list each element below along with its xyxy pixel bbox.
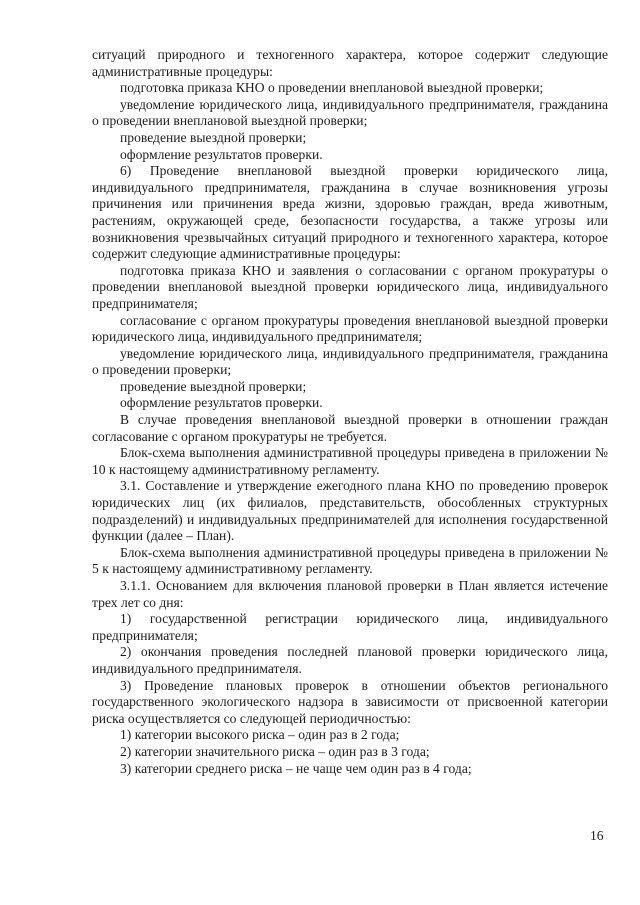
paragraph: Блок-схема выполнения административной процедуры приведена в приложении № 5 к настоящему административному регламенту. [92, 544, 608, 577]
paragraph: 3) категории среднего риска – не чаще чем один раз в 4 года; [120, 760, 472, 776]
paragraph: 2) окончания проведения последней плановой проверки юридического лица, индивидуального предпринимателя. [92, 644, 608, 676]
paragraph: 3.1. Составление и утверждение ежегодного плана КНО по проведению проверок юридических лиц (их филиалов, представительств, обособленных структурных подразделений) и индивидуальных предпринимателей для исполнения государственной функции (далее – План). [92, 478, 608, 544]
paragraph: Блок-схема выполнения административной процедуры приведена в приложении № 10 к настоящему административному регламенту. [92, 445, 608, 477]
paragraph: подготовка приказа КНО о проведении внеплановой выездной проверки; [120, 80, 544, 96]
paragraph: оформление результатов проверки. [120, 146, 323, 162]
paragraph: 3.1.1. Основанием для включения плановой проверки в План является истечение трех лет со дня: [92, 578, 608, 610]
paragraph: подготовка приказа КНО и заявления о согласовании с органом прокуратуры о проведении внеплановой выездной проверки юридического лица, индивидуального предпринимателя; [92, 262, 608, 311]
paragraph: 3) Проведение плановых проверок в отношении объектов регионального государственного экологического надзора в зависимости от присвоенной категории риска осуществляется со следующей периодичностью: [92, 677, 608, 726]
paragraph: уведомление юридического лица, индивидуального предпринимателя, гражданина о проведении проверки; [92, 345, 608, 378]
paragraph: В случае проведения внеплановой выездной проверки в отношении граждан согласование с органом прокуратуры не требуется. [92, 412, 608, 444]
paragraph: согласование с органом прокуратуры проведения внеплановой выездной проверки юридического лица, индивидуального предпринимателя; [92, 312, 608, 345]
paragraph: проведение выездной проверки; [120, 378, 307, 394]
paragraph: 2) категории значительного риска – один раз в 3 года; [120, 743, 430, 759]
paragraph: 6) Проведение внеплановой выездной проверки юридического лица, индивидуального предпринимателя, гражданина в случае возникновения угрозы причинения или причинения вреда жизни, здоровью граждан, вреда животным, растениям, окружающей среде, безопасности государства, а также угрозы или возникновения чрезвычайных ситуаций природного и техногенного характера, которое содержит следующие административные процедуры: [92, 163, 608, 262]
paragraph: уведомление юридического лица, индивидуального предпринимателя, гражданина о проведении внеплановой выездной проверки; [92, 96, 608, 129]
page-number: 16 [590, 828, 604, 843]
document-body [92, 47, 608, 777]
paragraph: 1) государственной регистрации юридического лица, индивидуального предпринимателя; [92, 611, 608, 643]
paragraph: 1) категории высокого риска – один раз в 2 года; [120, 727, 400, 743]
paragraph: ситуаций природного и техногенного характера, которое содержит следующие административные процедуры: [92, 47, 608, 79]
paragraph: проведение выездной проверки; [120, 129, 307, 145]
paragraph: оформление результатов проверки. [120, 395, 323, 411]
